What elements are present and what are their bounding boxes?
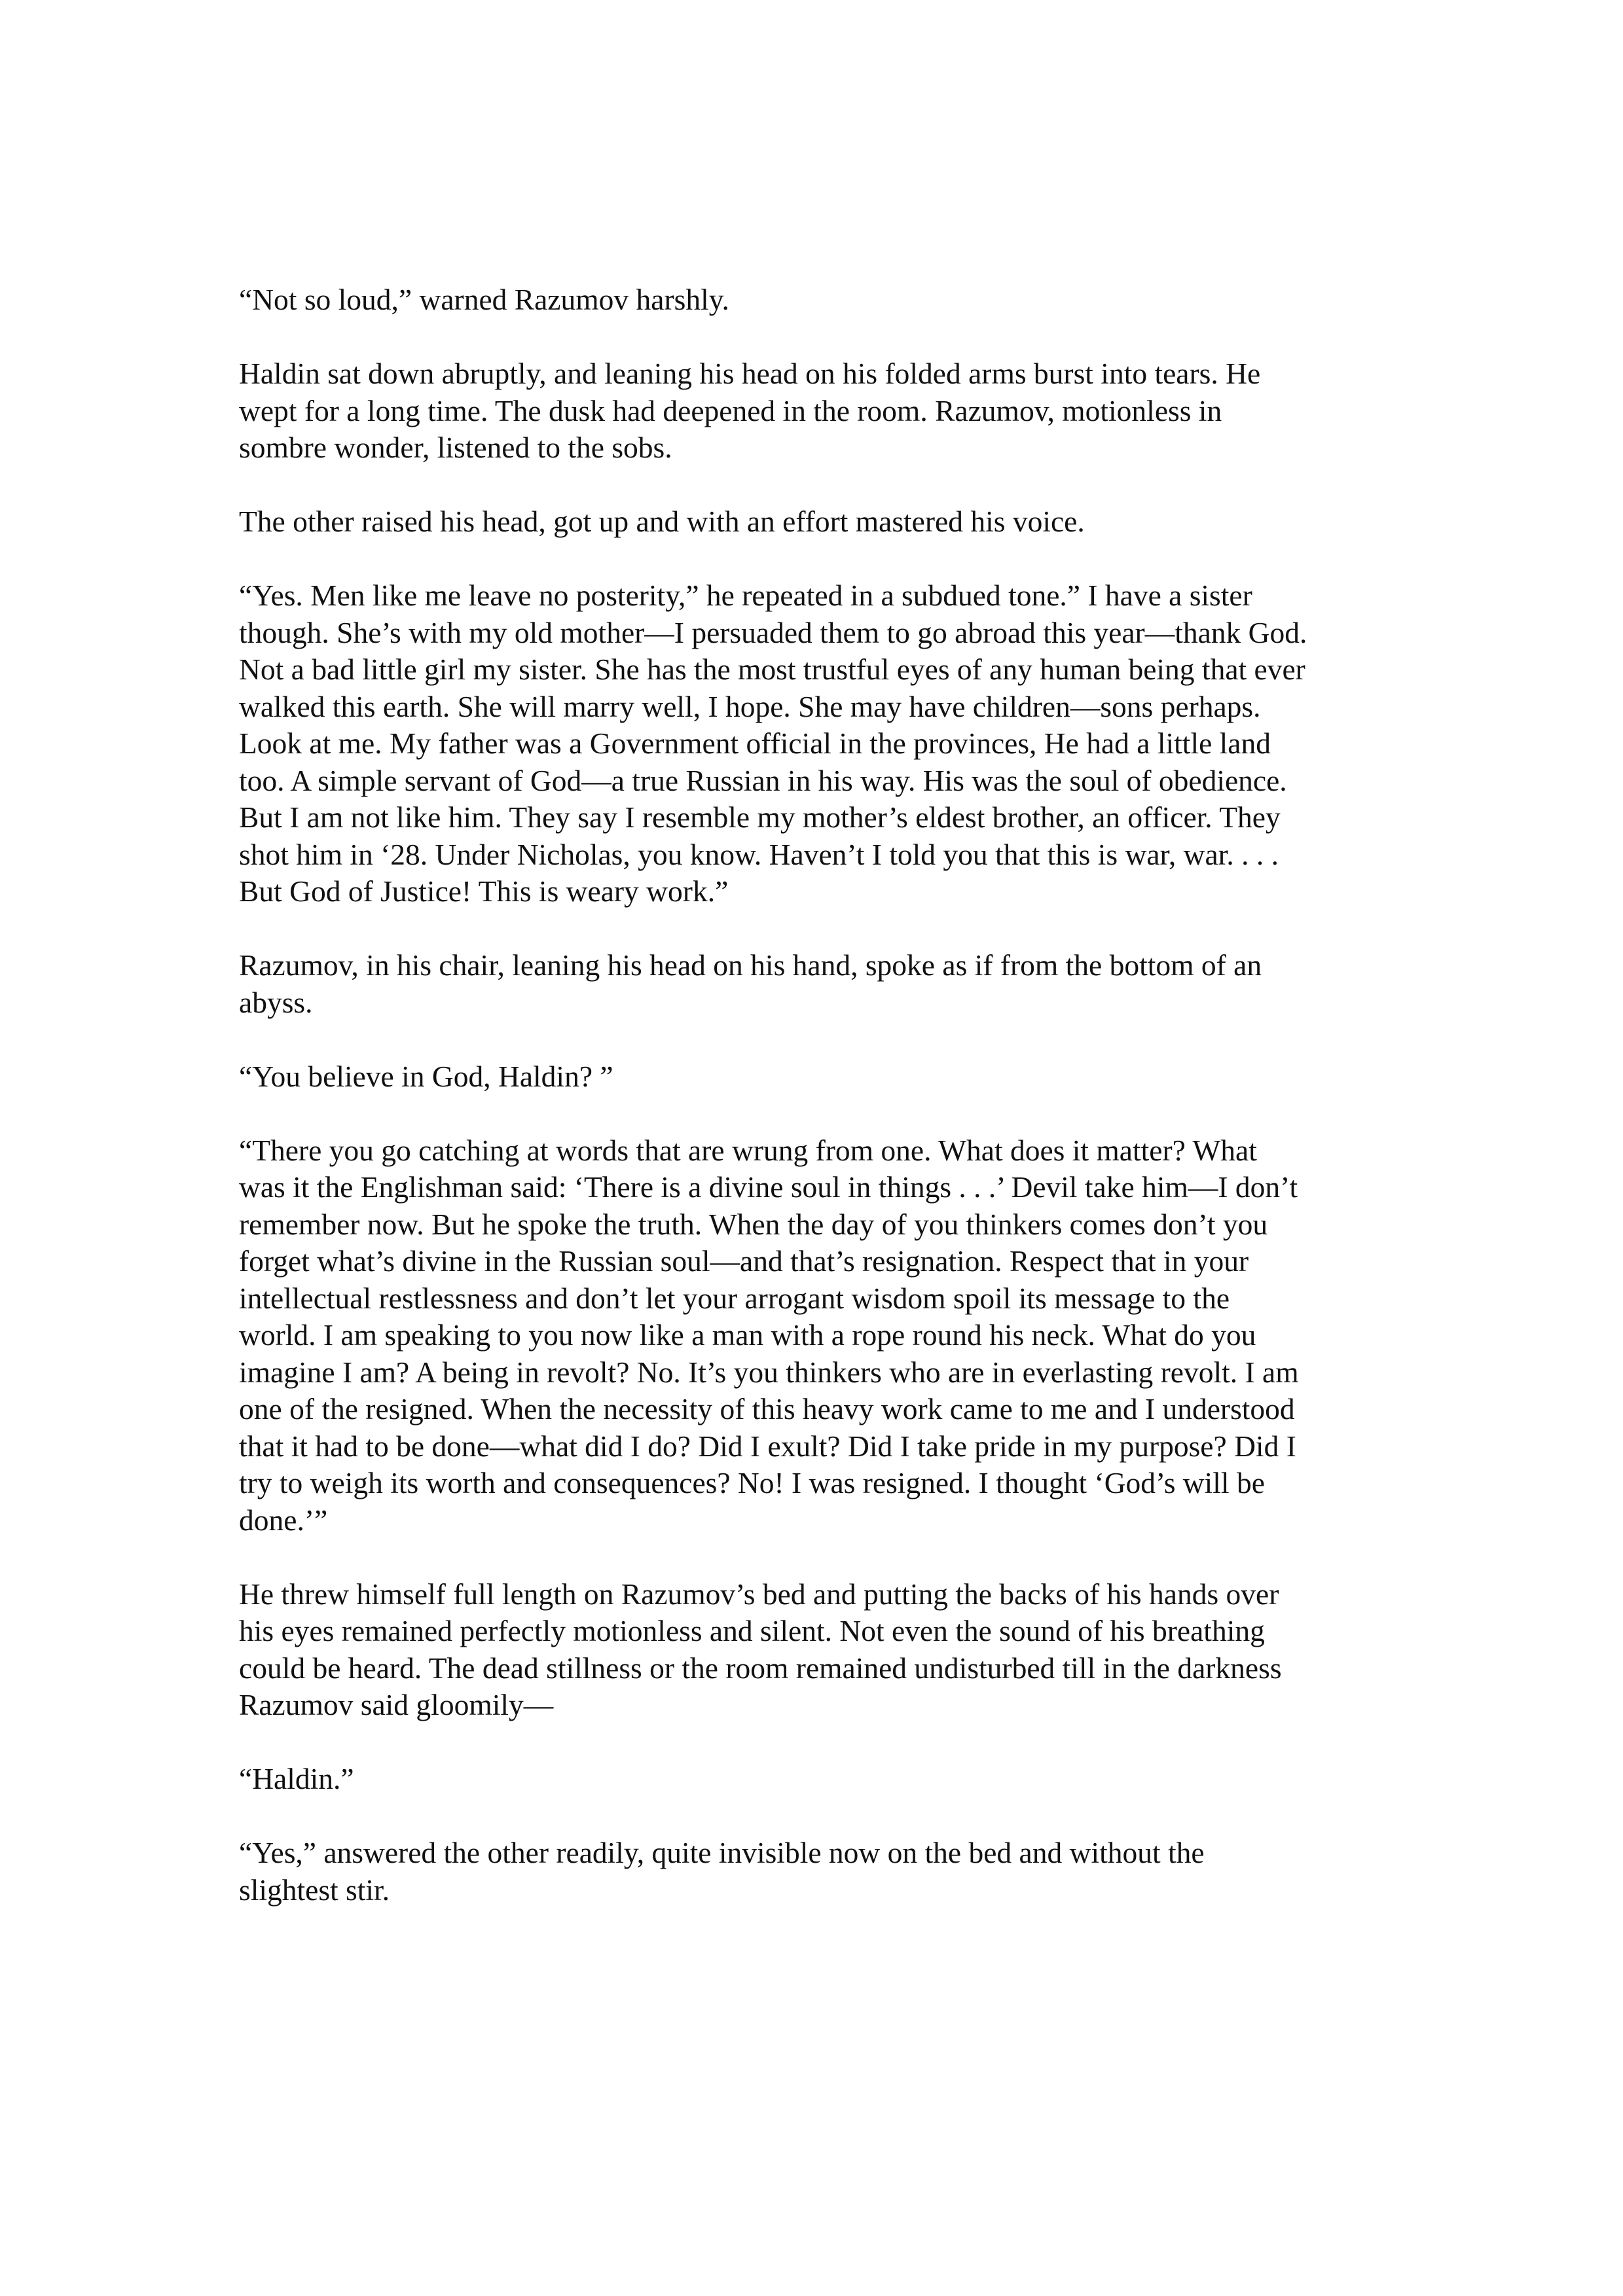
text-line: shot him in ‘28. Under Nicholas, you know. Haven’t I told you that this is war, war. . . .: [239, 837, 1279, 871]
text-line: “Haldin.”: [239, 1762, 354, 1795]
text-line: his eyes remained perfectly motionless and silent. Not even the sound of his breathing: [239, 1614, 1265, 1647]
text-line: But I am not like him. They say I resemble my mother’s eldest brother, an officer. They: [239, 800, 1281, 834]
text-line: “There you go catching at words that are wrung from one. What does it matter? What: [239, 1133, 1257, 1167]
text-line: Look at me. My father was a Government official in the provinces, He had a little land: [239, 726, 1271, 760]
paragraph: [239, 281, 1411, 319]
text-line: slightest stir.: [239, 1873, 390, 1907]
text-line: imagine I am? A being in revolt? No. It’s you thinkers who are in everlasting revolt. I am: [239, 1355, 1299, 1389]
text-line: “Yes. Men like me leave no posterity,” he repeated in a subdued tone.” I have a sister: [239, 579, 1252, 612]
text-line: “Not so loud,” warned Razumov harshly.: [239, 283, 729, 316]
paragraph: [239, 1576, 1411, 1724]
paragraph: [239, 1132, 1411, 1539]
text-line: abyss.: [239, 985, 313, 1019]
paragraph: [239, 1835, 1411, 1909]
text-line: intellectual restlessness and don’t let your arrogant wisdom spoil its message to the: [239, 1281, 1230, 1315]
text-line: world. I am speaking to you now like a man with a rope round his neck. What do you: [239, 1318, 1256, 1352]
text-line: wept for a long time. The dusk had deepened in the room. Razumov, motionless in: [239, 393, 1222, 427]
paragraph: [239, 503, 1411, 541]
paragraph: [239, 1761, 1411, 1798]
text-line: that it had to be done—what did I do? Did I exult? Did I take pride in my purpose? Did I: [239, 1429, 1296, 1463]
text-line: “Yes,” answered the other readily, quite invisible now on the bed and without the: [239, 1836, 1205, 1869]
text-line: too. A simple servant of God—a true Russian in his way. His was the soul of obedience.: [239, 763, 1287, 797]
text-line: “You believe in God, Haldin? ”: [239, 1059, 613, 1093]
paragraph: [239, 577, 1411, 910]
text-line: sombre wonder, listened to the sobs.: [239, 431, 672, 464]
text-line: though. She’s with my old mother—I persuaded them to go abroad this year—thank God.: [239, 615, 1307, 649]
text-line: done.’”: [239, 1503, 328, 1537]
text-line: Not a bad little girl my sister. She has the most trustful eyes of any human being that ever: [239, 653, 1305, 686]
text-line: But God of Justice! This is weary work.”: [239, 874, 729, 908]
text-line: Razumov said gloomily—: [239, 1688, 554, 1721]
text-line: Razumov, in his chair, leaning his head on his hand, spoke as if from the bottom of an: [239, 948, 1262, 982]
paragraph: [239, 947, 1411, 1021]
text-line: one of the resigned. When the necessity of this heavy work came to me and I understood: [239, 1392, 1295, 1426]
text-line: try to weigh its worth and consequences? No! I was resigned. I thought ‘God’s will be: [239, 1466, 1265, 1499]
text-line: forget what’s divine in the Russian soul—and that’s resignation. Respect that in your: [239, 1244, 1249, 1278]
text-line: remember now. But he spoke the truth. When the day of you thinkers comes don’t you: [239, 1207, 1268, 1241]
paragraph: [239, 1058, 1411, 1096]
text-line: The other raised his head, got up and with an effort mastered his voice.: [239, 505, 1085, 538]
paragraph: [239, 355, 1411, 467]
text-line: He threw himself full length on Razumov’s bed and putting the backs of his hands over: [239, 1577, 1279, 1611]
text-line: could be heard. The dead stillness or the room remained undisturbed till in the darkness: [239, 1651, 1282, 1685]
text-line: walked this earth. She will marry well, I hope. She may have children—sons perhaps.: [239, 689, 1261, 723]
text-line: was it the Englishman said: ‘There is a divine soul in things . . .’ Devil take him—I don’t: [239, 1170, 1298, 1204]
body-text: [239, 281, 1411, 1909]
text-line: Haldin sat down abruptly, and leaning his head on his folded arms burst into tears. He: [239, 357, 1261, 390]
